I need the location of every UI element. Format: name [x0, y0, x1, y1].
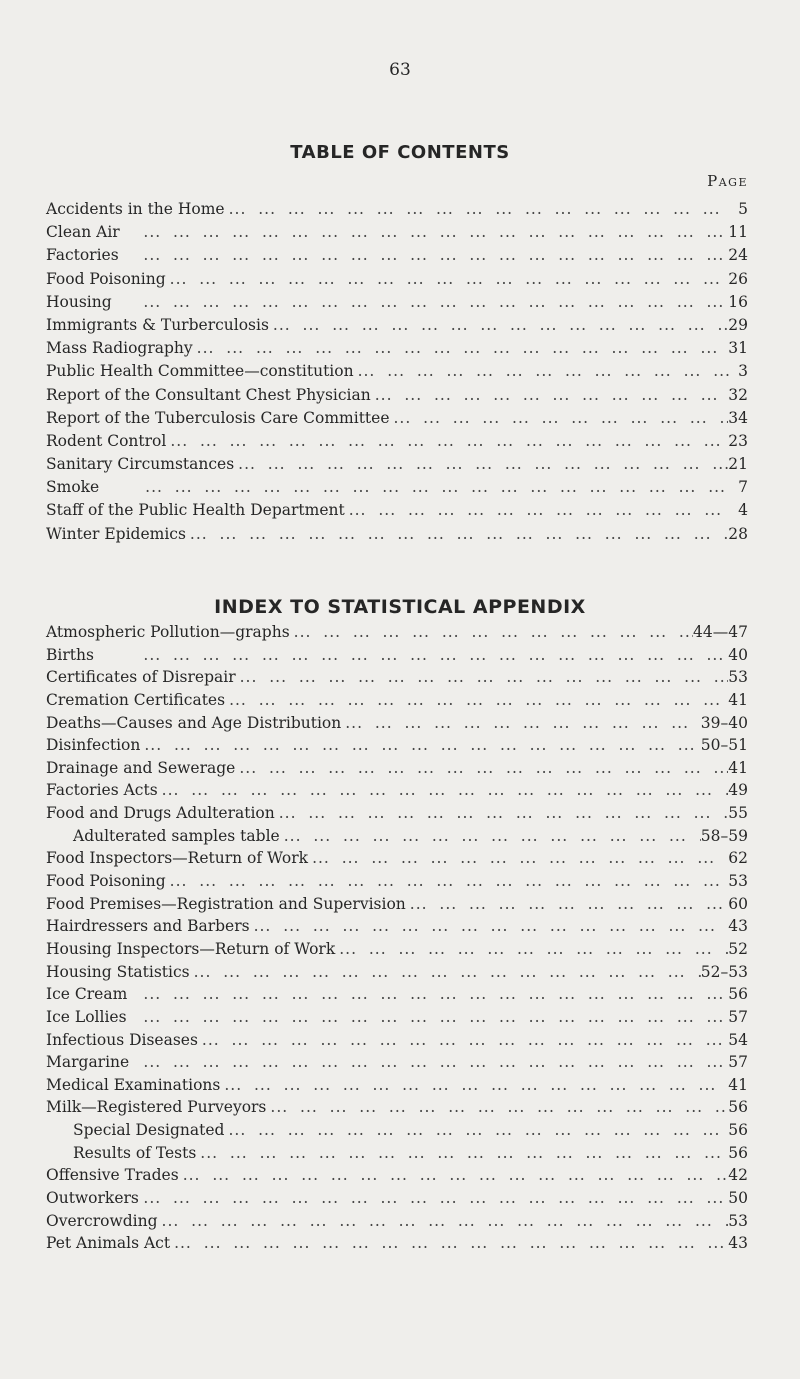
entry-page: 52–53: [700, 962, 748, 981]
entry-page: 43: [728, 1234, 748, 1253]
list-item: [46, 827, 748, 850]
entry-label: Infectious Diseases: [46, 1030, 198, 1049]
list-item: [46, 1166, 748, 1189]
entry-label: Factories Acts: [46, 781, 158, 800]
entry-label: Disinfection: [46, 736, 141, 755]
entry-label: Report of the Tuberculosis Care Committee: [46, 408, 390, 427]
entry-page: 11: [728, 223, 748, 242]
dot-leader: [225, 200, 730, 218]
entry-label: Outworkers: [46, 1189, 139, 1208]
entry-label: Drainage and Sewerage: [46, 758, 236, 777]
entry-page: 23: [728, 431, 748, 450]
entry-page: 31: [728, 339, 748, 358]
entry-page: 41: [728, 758, 748, 777]
entry-label: Public Health Committee—constitution: [46, 362, 354, 381]
list-item: [46, 940, 748, 963]
entry-label: Offensive Trades: [46, 1166, 179, 1185]
list-item: [46, 781, 748, 804]
dot-leader: [94, 646, 728, 664]
list-item: [46, 736, 748, 759]
list-item: [46, 668, 748, 691]
dot-leader: [127, 985, 728, 1003]
entry-page: 41: [728, 690, 748, 709]
list-item: [46, 1144, 748, 1167]
list-item: [46, 386, 748, 409]
entry-page: 55: [728, 804, 748, 823]
entry-label: Ice Lollies: [46, 1007, 127, 1026]
entry-label: Staff of the Public Health Department: [46, 501, 345, 520]
entry-label: Margarine: [46, 1053, 130, 1072]
entry-label: Results of Tests: [73, 1143, 197, 1162]
entry-label: Mass Radiography: [46, 339, 193, 358]
dot-leader: [190, 963, 701, 981]
table-of-contents-list: [46, 200, 748, 548]
entry-label: Atmospheric Pollution—graphs: [46, 623, 290, 641]
list-item: [46, 1053, 748, 1076]
dot-leader: [198, 1031, 728, 1049]
entry-page: 24: [728, 246, 748, 265]
entry-page: 53: [728, 668, 748, 687]
entry-label: Adulterated samples table: [73, 826, 280, 845]
entry-label: Housing: [46, 292, 112, 311]
page-column-label: Page: [707, 172, 748, 190]
entry-page: 56: [728, 1098, 748, 1117]
list-item: [46, 362, 748, 385]
dot-leader: [234, 455, 728, 473]
entry-label: Immigrants & Turberculosis: [46, 315, 269, 334]
list-item: [46, 917, 748, 940]
dot-leader: [390, 409, 729, 427]
dot-leader: [196, 1144, 728, 1162]
entry-page: 52: [728, 939, 748, 958]
dot-leader: [266, 1098, 728, 1116]
dot-leader: [166, 432, 728, 450]
dot-leader: [275, 804, 729, 822]
entry-page: 3: [738, 362, 748, 381]
entry-page: 34: [728, 408, 748, 427]
entry-page: 50: [728, 1189, 748, 1208]
list-item: [46, 432, 748, 455]
list-item: [46, 963, 748, 986]
entry-label: Cremation Certificates: [46, 690, 226, 709]
entry-label: Sanitary Circumstances: [46, 455, 235, 474]
entry-page: 44—47: [693, 623, 748, 641]
dot-leader: [341, 714, 701, 732]
entry-page: 62: [728, 849, 748, 868]
list-item: [46, 849, 748, 872]
entry-label: Smoke: [46, 478, 100, 497]
entry-page: 54: [728, 1030, 748, 1049]
list-item: [46, 1189, 748, 1212]
entry-label: Medical Examinations: [46, 1075, 221, 1094]
list-item: [46, 714, 748, 737]
dot-leader: [345, 501, 730, 519]
list-item: [46, 985, 748, 1008]
entry-label: Births: [46, 645, 94, 664]
entry-page: 40: [728, 645, 748, 664]
entry-label: Food Poisoning: [46, 872, 166, 891]
dot-leader: [119, 246, 729, 264]
list-item: [46, 409, 748, 432]
entry-label: Pet Animals Act: [46, 1234, 171, 1253]
dot-leader: [371, 386, 729, 404]
dot-leader: [235, 759, 728, 777]
list-item: [46, 1098, 748, 1121]
entry-page: 42: [728, 1166, 748, 1185]
list-item: [46, 501, 748, 524]
entry-label: Food Premises—Registration and Supervision: [46, 894, 406, 913]
dot-leader: [236, 668, 729, 686]
list-item: [46, 691, 748, 714]
dot-leader: [170, 1234, 728, 1252]
list-item: [46, 646, 748, 669]
entry-page: 16: [728, 292, 748, 311]
entry-label: Milk—Registered Purveyors: [46, 1098, 267, 1117]
entry-label: Food Inspectors—Return of Work: [46, 849, 309, 868]
list-item: [46, 804, 748, 827]
list-item: [46, 872, 748, 895]
dot-leader: [158, 1212, 729, 1230]
dot-leader: [112, 293, 729, 311]
dot-leader: [140, 736, 700, 754]
entry-page: 29: [728, 315, 748, 334]
list-item: [46, 200, 748, 223]
dot-leader: [220, 1076, 728, 1094]
dot-leader: [186, 525, 728, 543]
dot-leader: [224, 1121, 728, 1139]
dot-leader: [308, 849, 728, 867]
entry-page: 60: [728, 894, 748, 913]
entry-page: 57: [728, 1053, 748, 1072]
entry-label: Food Poisoning: [46, 269, 166, 288]
dot-leader: [166, 270, 729, 288]
entry-label: Deaths—Causes and Age Distribution: [46, 713, 342, 732]
entry-label: Factories: [46, 246, 119, 265]
dot-leader: [406, 895, 728, 913]
dot-leader: [99, 478, 730, 496]
entry-page: 58–59: [700, 826, 748, 845]
list-item: [46, 623, 748, 646]
dot-leader: [166, 872, 729, 890]
statistical-appendix-index-title: INDEX TO STATISTICAL APPENDIX: [214, 596, 586, 618]
dot-leader: [158, 781, 729, 799]
entry-label: Special Designated: [73, 1121, 225, 1140]
page-number: 63: [389, 60, 411, 80]
list-item: [46, 223, 748, 246]
entry-label: Ice Cream: [46, 985, 128, 1004]
list-item: [46, 759, 748, 782]
list-item: [46, 895, 748, 918]
entry-page: 43: [728, 917, 748, 936]
entry-page: 21: [728, 455, 748, 474]
dot-leader: [179, 1166, 729, 1184]
list-item: [46, 525, 748, 548]
entry-label: Rodent Control: [46, 431, 167, 450]
entry-page: 49: [728, 781, 748, 800]
list-item: [46, 1031, 748, 1054]
entry-page: 53: [728, 1211, 748, 1230]
entry-page: 7: [738, 478, 748, 497]
entry-page: 32: [728, 385, 748, 404]
entry-label: Winter Epidemics: [46, 524, 186, 543]
dot-leader: [280, 827, 701, 845]
dot-leader: [127, 1008, 729, 1026]
list-item: [46, 1234, 748, 1257]
list-item: [46, 455, 748, 478]
list-item: [46, 293, 748, 316]
entry-label: Overcrowding: [46, 1211, 158, 1230]
list-item: [46, 1076, 748, 1099]
list-item: [46, 1212, 748, 1235]
list-item: [46, 1121, 748, 1144]
table-of-contents-title: TABLE OF CONTENTS: [290, 142, 510, 163]
list-item: [46, 1008, 748, 1031]
dot-leader: [269, 316, 728, 334]
dot-leader: [129, 1053, 728, 1071]
entry-label: Hairdressers and Barbers: [46, 917, 250, 936]
dot-leader: [139, 1189, 728, 1207]
entry-label: Housing Statistics: [46, 962, 190, 981]
entry-page: 41: [728, 1075, 748, 1094]
entry-label: Accidents in the Home: [46, 200, 225, 218]
entry-page: 57: [728, 1007, 748, 1026]
dot-leader: [290, 623, 693, 641]
entry-page: 53: [728, 872, 748, 891]
dot-leader: [354, 362, 730, 380]
entry-label: Food and Drugs Adulteration: [46, 804, 275, 823]
entry-label: Housing Inspectors—Return of Work: [46, 939, 336, 958]
dot-leader: [335, 940, 728, 958]
list-item: [46, 316, 748, 339]
entry-page: 56: [728, 985, 748, 1004]
entry-page: 56: [728, 1143, 748, 1162]
statistical-appendix-index-list: [46, 623, 748, 1257]
list-item: [46, 478, 748, 501]
entry-page: 56: [728, 1121, 748, 1140]
entry-page: 4: [738, 501, 748, 520]
list-item: [46, 246, 748, 269]
entry-page: 39–40: [700, 713, 748, 732]
entry-label: Clean Air: [46, 223, 120, 242]
list-item: [46, 339, 748, 362]
dot-leader: [120, 223, 729, 241]
dot-leader: [250, 917, 729, 935]
entry-label: Certificates of Disrepair: [46, 668, 236, 687]
list-item: [46, 270, 748, 293]
entry-page: 28: [728, 524, 748, 543]
dot-leader: [225, 691, 728, 709]
entry-page: 26: [728, 269, 748, 288]
entry-page: 50–51: [700, 736, 748, 755]
entry-page: 5: [738, 200, 748, 218]
dot-leader: [193, 339, 729, 357]
entry-label: Report of the Consultant Chest Physician: [46, 385, 371, 404]
